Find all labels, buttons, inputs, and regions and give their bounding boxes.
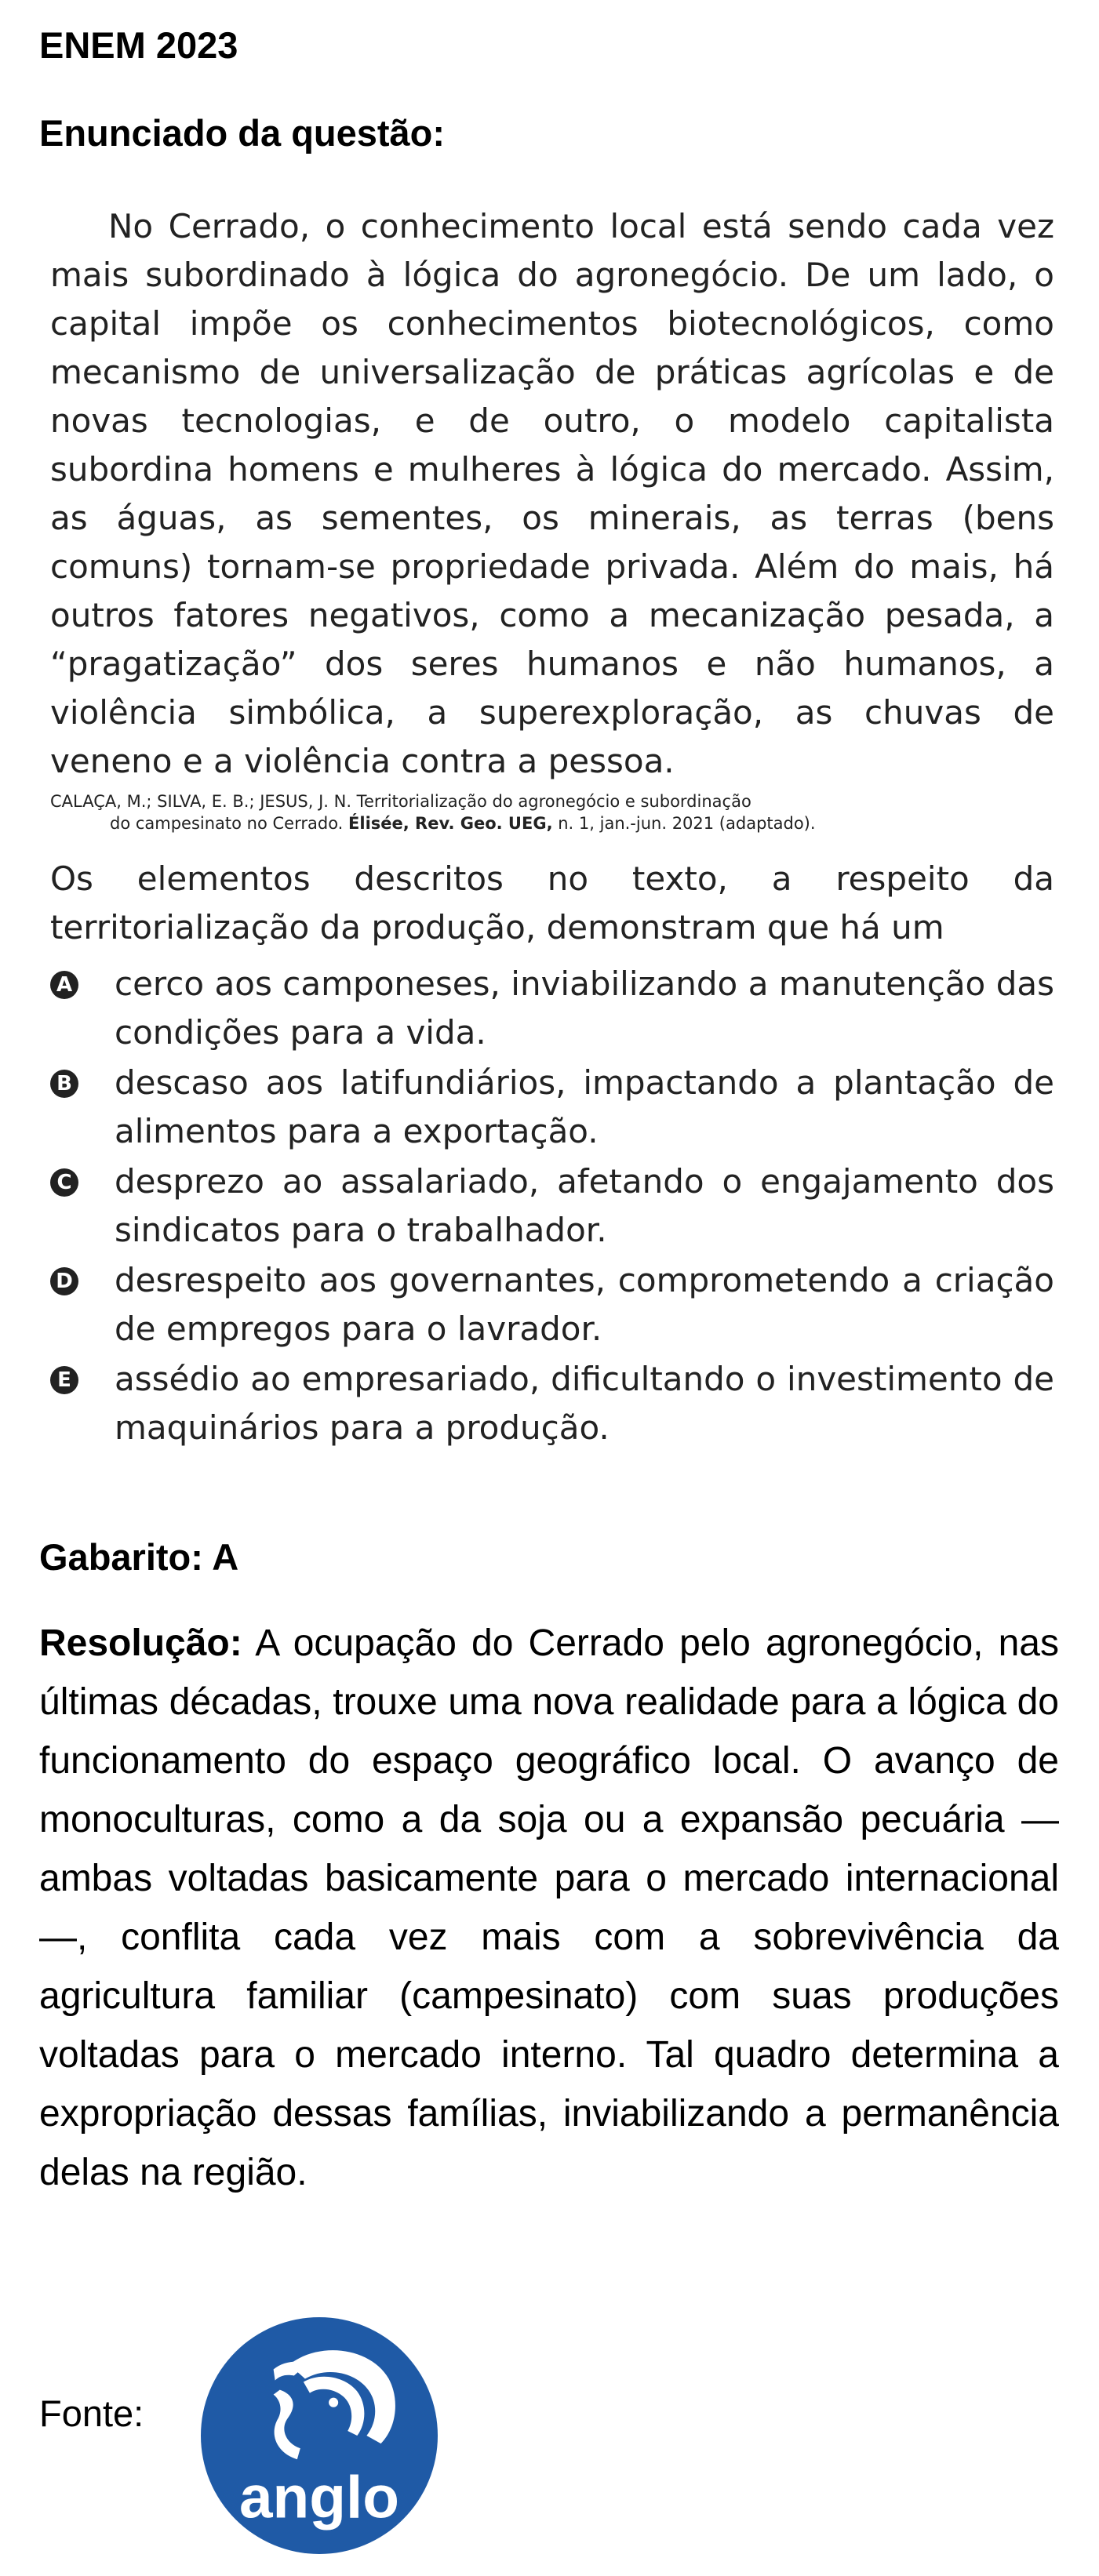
options-list [50,960,1054,1452]
logo-text: anglo [239,2464,399,2531]
option-c[interactable] [50,1157,1054,1255]
question-scan [50,202,1054,1454]
option-b-text: descaso aos latifundiários, impactando a plantação de alimentos para a exportação. [115,1063,1054,1150]
option-a-text: cerco aos camponeses, inviabilizando a manutenção das condições para a vida. [115,965,1054,1052]
option-b[interactable] [50,1059,1054,1156]
citation-journal: Élisée, Rev. Geo. UEG, [348,814,553,833]
option-e-letter-icon: E [50,1366,78,1394]
citation-authors: CALAÇA, M.; SILVA, E. B.; JESUS, J. N. Territorialização do agronegócio e subordinação [50,792,751,811]
resolution-label: Resolução: [39,1622,242,1664]
resolution [39,1614,1059,2202]
citation-source [50,812,1054,834]
anglo-logo [201,2317,438,2554]
option-d-letter-icon: D [50,1267,78,1295]
option-b-letter-icon: B [50,1070,78,1098]
source-label: Fonte: [39,2393,144,2434]
citation-issue: n. 1, jan.-jun. 2021 (adaptado). [558,814,816,833]
option-c-text: desprezo ao assalariado, afetando o engajamento dos sindicatos para o trabalhador. [115,1162,1054,1249]
passage-text: No Cerrado, o conhecimento local está sendo cada vez mais subordinado à lógica do agronegócio. De um lado, o capital impõe os conhecimentos biotecnológicos, como mecanismo de universalização de práticas agrícolas e de novas tecnologias, e de outro, o modelo capitalista subordina homens e mulheres à lógica do mercado. Assim, as águas, as sementes, os minerais, as terras (bens comuns) tornam-se propriedade privada. Além do mais, há outros fatores negativos, como a mecanização pesada, a “pragatização” dos seres humanos e não humanos, a violência simbólica, a superexploração, as chuvas de veneno e a violência contra a pessoa. [50,207,1054,780]
option-c-letter-icon: C [50,1168,78,1197]
exam-title: ENEM 2023 [39,24,238,66]
passage [50,202,1054,786]
section-heading: Enunciado da questão: [39,112,446,154]
answer-key: Gabarito: A [39,1536,239,1578]
citation-title: do campesinato no Cerrado. [110,814,344,833]
resolution-text: A ocupação do Cerrado pelo agronegócio, nas últimas décadas, trouxe uma nova realidade para a lógica do funcionamento do espaço geográfico local. O avanço de monoculturas, como a da soja ou a expansão pecuária — ambas voltadas basicamente para o mercado internacional —, conflita cada vez mais com a sobrevivência da agricultura familiar (campesinato) com suas produções voltadas para o mercado interno. Tal quadro determina a expropriação dessas famílias, inviabilizando a permanência delas na região. [39,1622,1060,2193]
option-e-text: assédio ao empresariado, dificultando o investimento de maquinários para a produção. [115,1360,1054,1447]
option-a-letter-icon: A [50,971,78,999]
option-e[interactable] [50,1355,1054,1452]
option-a[interactable] [50,960,1054,1057]
option-d[interactable] [50,1256,1054,1353]
question-stem: Os elementos descritos no texto, a respeito da territorialização da produção, demonstram que há um [50,859,1054,946]
option-d-text: desrespeito aos governantes, comprometendo a criação de empregos para o lavrador. [115,1261,1054,1348]
citation [50,790,1054,834]
